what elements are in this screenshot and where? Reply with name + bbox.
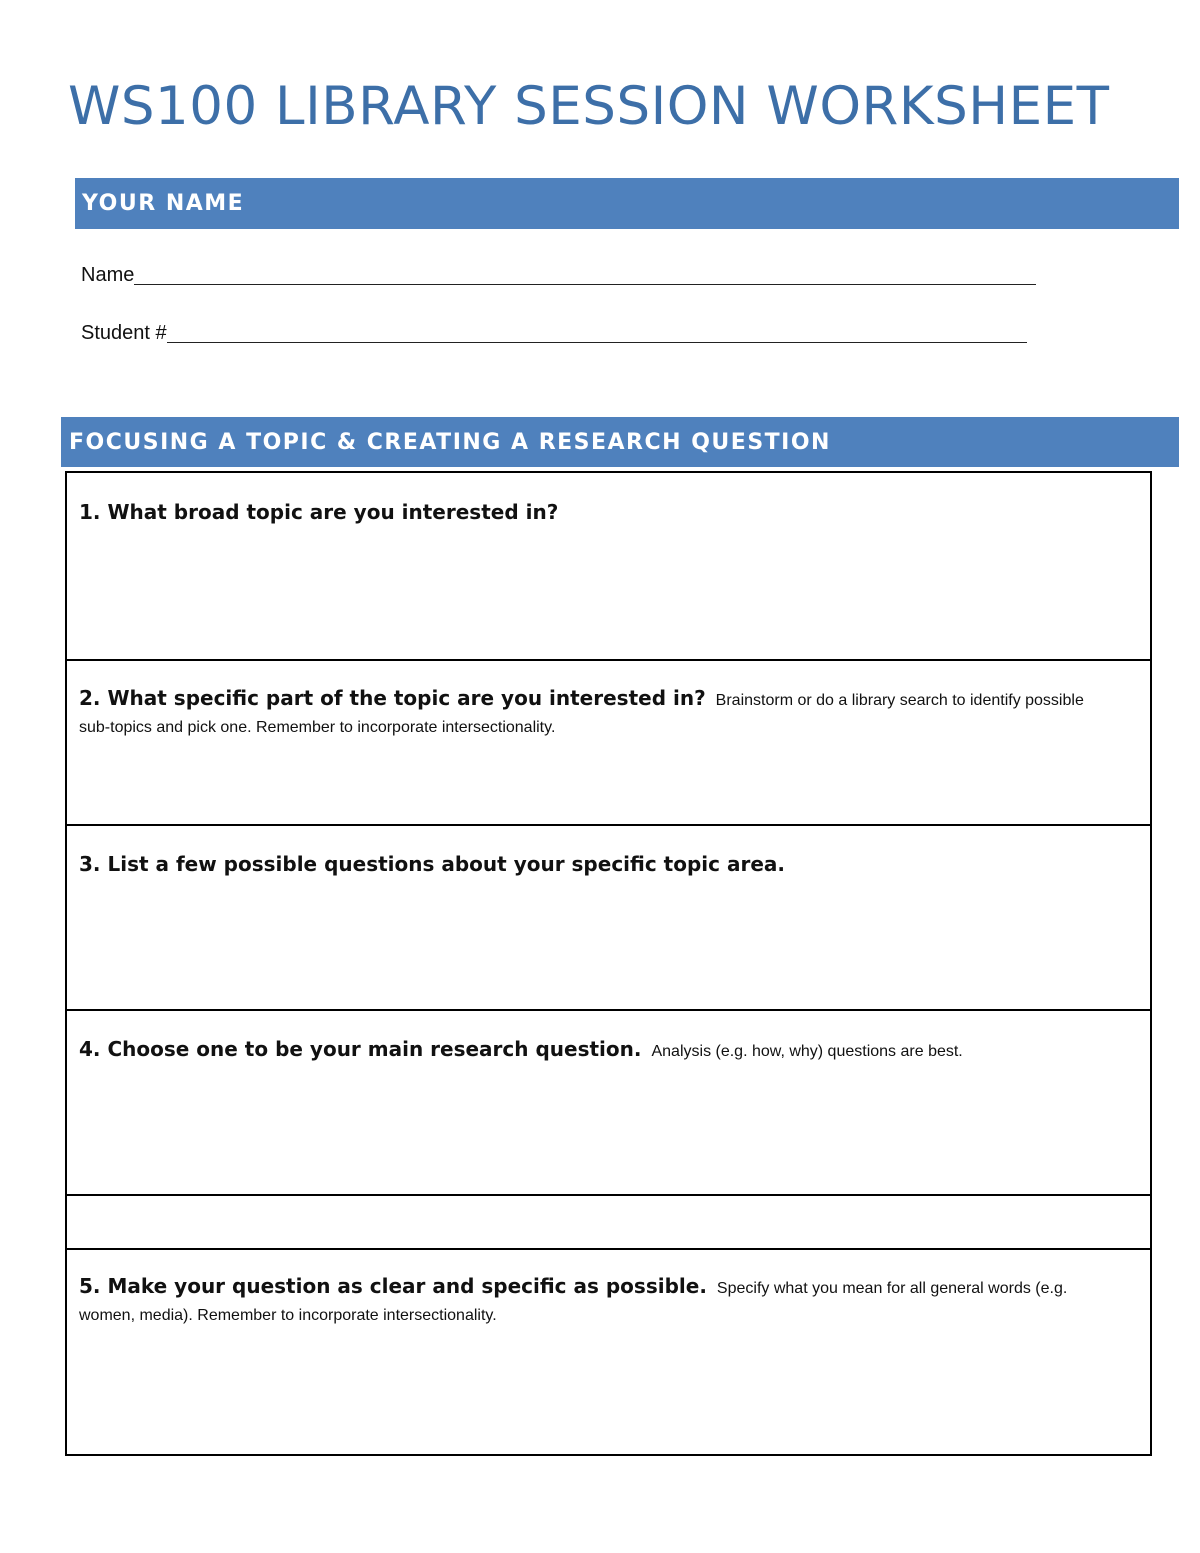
student-number-label: Student # [81, 322, 167, 344]
question-2-note-continued: sub-topics and pick one. Remember to incorporate intersectionality. [79, 719, 556, 736]
page-title: WS100 LIBRARY SESSION WORKSHEET [68, 76, 1110, 137]
question-2-cell[interactable] [67, 661, 1150, 826]
section-header-your-name: YOUR NAME [75, 178, 1179, 229]
questions-table [65, 471, 1152, 1456]
question-5-note-continued: women, media). Remember to incorporate intersectionality. [79, 1307, 497, 1324]
question-3-text: 3. List a few possible questions about your specific topic area. [79, 852, 785, 876]
question-5-cell[interactable] [67, 1250, 1150, 1454]
question-4-note: Analysis (e.g. how, why) questions are best. [651, 1043, 963, 1060]
section-header-focusing-topic: FOCUSING A TOPIC & CREATING A RESEARCH QUESTION [61, 417, 1179, 467]
question-5-text: 5. Make your question as clear and specific as possible. [79, 1274, 707, 1298]
question-4-cell[interactable] [67, 1011, 1150, 1196]
question-1-cell[interactable] [67, 473, 1150, 661]
question-2-note: Brainstorm or do a library search to identify possible [715, 692, 1084, 709]
student-number-field-row [81, 316, 1027, 346]
name-label: Name [81, 264, 135, 286]
name-input-line[interactable] [134, 282, 1036, 285]
question-1-text: 1. What broad topic are you interested in? [79, 500, 559, 524]
question-3-cell[interactable] [67, 826, 1150, 1011]
question-2-text: 2. What specific part of the topic are you interested in? [79, 686, 706, 710]
name-field-row [81, 258, 1036, 288]
question-5-note: Specify what you mean for all general words (e.g. [716, 1280, 1068, 1297]
answer-blank-cell[interactable] [67, 1196, 1150, 1250]
student-number-input-line[interactable] [167, 340, 1027, 343]
question-4-text: 4. Choose one to be your main research question. [79, 1037, 642, 1061]
